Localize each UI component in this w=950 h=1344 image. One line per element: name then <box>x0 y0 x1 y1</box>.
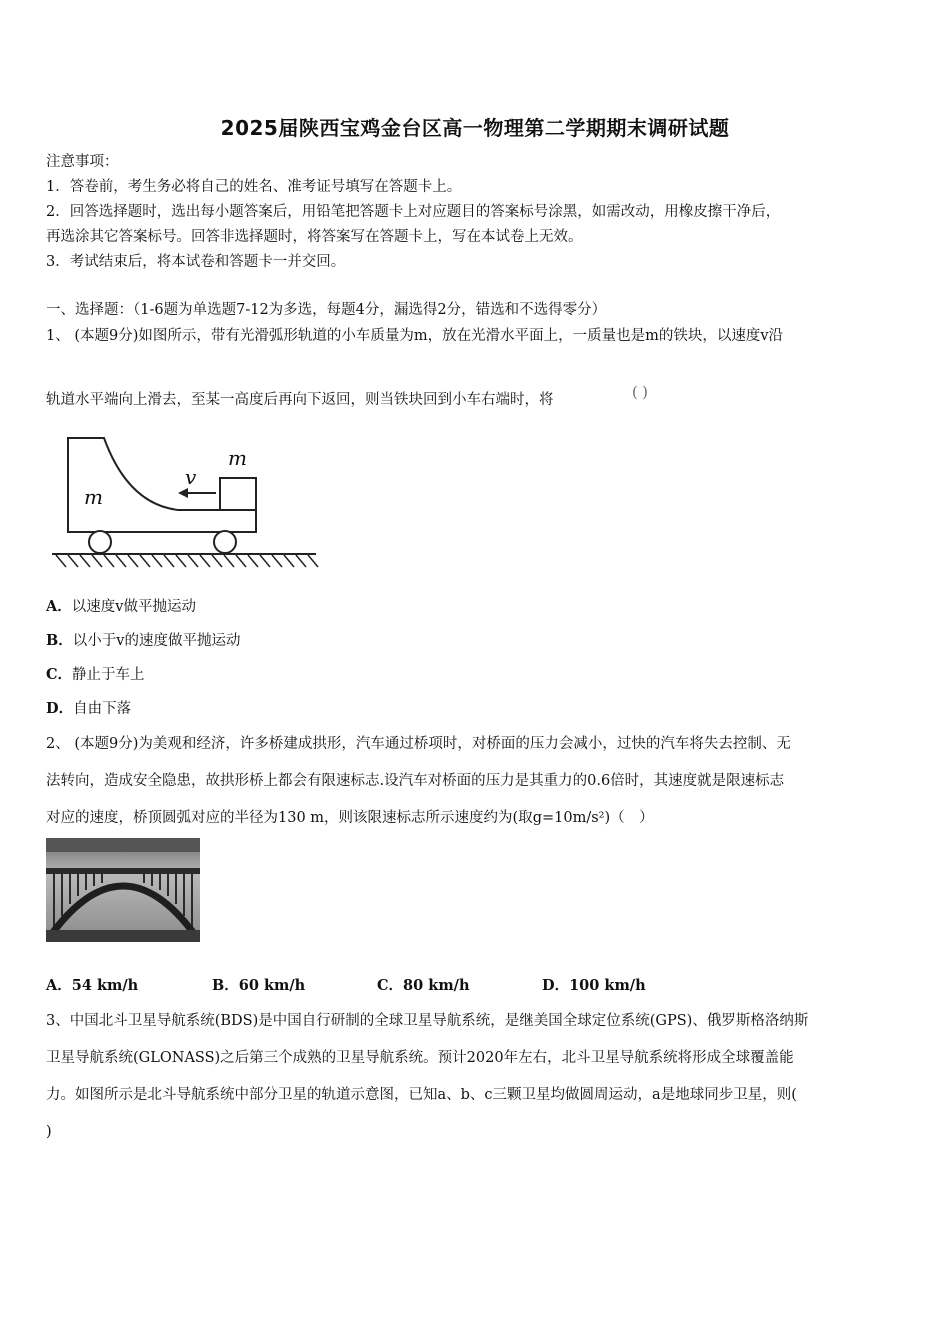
q2-option-b-text: 60 km/h <box>238 977 306 994</box>
q2-option-d-text: 100 km/h <box>569 977 646 994</box>
q1-option-c-label: C． <box>46 666 73 683</box>
q2-option-a-label: A． <box>46 977 72 994</box>
q2-option-c-text: 80 km/h <box>403 977 470 994</box>
q1-stem-line2: 轨道水平端向上滑去，至某一高度后再向下返回，则当铁块回到小车右端时，将 <box>46 392 554 408</box>
notice-item-3: 3．考试结束后，将本试卷和答题卡一并交回。 <box>46 254 346 270</box>
section-heading: 一、选择题：（1-6题为单选题7-12为多选，每题4分，漏选得2分，错选和不选得零分） <box>46 302 607 318</box>
q3-stem-line3: 力。如图所示是北斗导航系统中部分卫星的轨道示意图，已知a、b、c三颗卫星均做圆周运动，a是地球同步卫星，则( <box>46 1087 797 1103</box>
q3-stem-line1: 3、中国北斗卫星导航系统(BDS)是中国自行研制的全球卫星导航系统，是继美国全球定位系统(GPS)、俄罗斯格洛纳斯 <box>46 1013 809 1029</box>
notice-item-1: 1．答卷前，考生务必将自己的姓名、准考证号填写在答题卡上。 <box>46 179 462 195</box>
q1-option-a[interactable] <box>46 597 196 617</box>
q1-option-a-label: A． <box>46 598 72 615</box>
notice-heading: 注意事项： <box>46 154 119 170</box>
q2-option-c-label: C． <box>377 977 404 994</box>
q1-stem-line1: 1、 (本题9分)如图所示，带有光滑弧形轨道的小车质量为m，放在光滑水平面上，一质量也是m的铁块，以速度v沿 <box>46 328 784 344</box>
q1-option-d[interactable] <box>46 699 131 719</box>
q3-stem-line4: ) <box>46 1124 52 1140</box>
notice-item-2: 2．回答选择题时，选出每小题答案后，用铅笔把答题卡上对应题目的答案标号涂黑，如需改动，用橡皮擦干净后， <box>46 204 781 220</box>
q1-option-b-text: 以小于v的速度做平抛运动 <box>72 633 241 649</box>
q1-label-block-mass: m <box>228 446 247 470</box>
q2-bridge-photo <box>46 838 200 942</box>
q1-option-c[interactable] <box>46 665 145 685</box>
q1-answer-paren: ( ) <box>632 385 648 401</box>
q1-option-b[interactable] <box>46 631 240 651</box>
q1-option-a-text: 以速度v做平抛运动 <box>71 599 196 615</box>
q1-option-b-label: B． <box>46 632 73 649</box>
q2-stem-line1: 2、 (本题9分)为美观和经济，许多桥建成拱形，汽车通过桥项时，对桥面的压力会减小，过快的汽车将失去控制、无 <box>46 736 791 752</box>
q1-option-d-text: 自由下落 <box>73 701 132 717</box>
q2-option-a-text: 54 km/h <box>71 977 139 994</box>
q1-label-velocity: v <box>185 465 197 489</box>
q2-option-d[interactable] <box>542 976 646 996</box>
q1-cart-figure <box>48 432 320 574</box>
q2-option-b-label: B． <box>212 977 239 994</box>
q2-option-d-label: D． <box>542 977 570 994</box>
q2-stem-line2: 法转向，造成安全隐患，故拱形桥上都会有限速标志.设汽车对桥面的压力是其重力的0.6倍时，其速度就是限速标志 <box>46 773 785 789</box>
q2-stem-line3: 对应的速度，桥顶圆弧对应的半径为130 m，则该限速标志所示速度约为(取g=10m/s²)（ ） <box>46 810 654 826</box>
q2-option-b[interactable] <box>212 976 305 996</box>
q3-stem-line2: 卫星导航系统(GLONASS)之后第三个成熟的卫星导航系统。预计2020年左右，北斗卫星导航系统将形成全球覆盖能 <box>46 1050 794 1066</box>
notice-item-2-cont: 再选涂其它答案标号。回答非选择题时，将答案写在答题卡上，写在本试卷上无效。 <box>46 229 583 245</box>
q2-option-c[interactable] <box>377 976 470 996</box>
q1-option-d-label: D． <box>46 700 74 717</box>
q1-option-c-text: 静止于车上 <box>72 667 145 683</box>
page-title: 2025届陕西宝鸡金台区高一物理第二学期期末调研试题 <box>220 116 730 140</box>
q1-label-cart-mass: m <box>84 485 103 509</box>
q2-option-a[interactable] <box>46 976 138 996</box>
